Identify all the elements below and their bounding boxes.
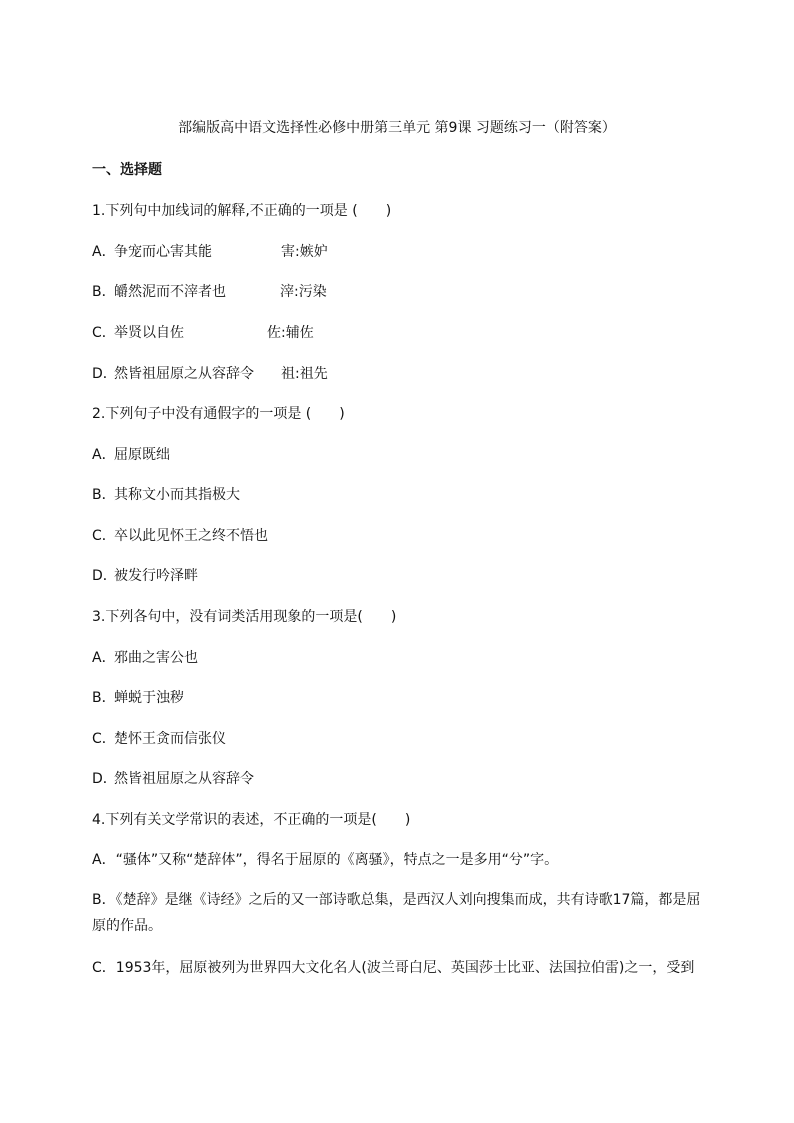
question-2-option-d: D．被发行吟泽畔: [92, 568, 198, 584]
question-3-option-d: D．然皆祖屈原之从容辞令: [92, 771, 254, 787]
question-4-option-c: C．1953年，屈原被列为世界四大文化名人(波兰哥白尼、英国莎士比亚、法国拉伯雷)之一，受到: [92, 960, 695, 976]
question-4-option-a: A．“骚体”又称“楚辞体”，得名于屈原的《离骚》，特点之一是多用“兮”字。: [92, 852, 559, 868]
question-4-stem: 4.下列有关文学常识的表述，不正确的一项是( ): [92, 812, 411, 828]
question-3-stem: 3.下列各句中，没有词类活用现象的一项是( ): [92, 609, 397, 625]
question-3-option-b: B．蝉蜕于浊秽: [92, 690, 184, 706]
question-3-option-a: A．邪曲之害公也: [92, 650, 198, 666]
question-4-option-b: B．《楚辞》是继《诗经》之后的又一部诗歌总集，是西汉人刘向搜集而成，共有诗歌17篇，都是屈原的作品。: [92, 892, 701, 934]
option-gloss: 佐:辅佐: [267, 325, 314, 341]
question-2-option-c: C．卒以此见怀王之终不悟也: [92, 528, 268, 544]
question-2-option-a: A．屈原既绌: [92, 447, 170, 463]
question-3-option-c: C．楚怀王贪而信张仪: [92, 731, 226, 747]
section-heading: 一、选择题: [92, 162, 162, 178]
question-2-stem: 2.下列句子中没有通假字的一项是 ( ): [92, 406, 345, 422]
option-gloss: 害:嫉妒: [281, 244, 328, 260]
question-1-option-d: D．然皆祖屈原之从容辞令 祖:祖先: [92, 366, 328, 382]
question-2-option-b: B．其称文小而其指极大: [92, 487, 240, 503]
question-1-stem: 1.下列句中加线词的解释,不正确的一项是 ( ): [92, 203, 392, 219]
question-1-option-c: C．举贤以自佐 佐:辅佐: [92, 325, 314, 341]
option-gloss: 祖:祖先: [281, 366, 328, 382]
page-title: 部编版高中语文选择性必修中册第三单元 第9课 习题练习一（附答案）: [178, 120, 616, 136]
question-1-option-b: B．皭然泥而不滓者也 滓:污染: [92, 284, 327, 300]
question-1-option-a: A．争宠而心害其能 害:嫉妒: [92, 244, 328, 260]
option-gloss: 滓:污染: [280, 284, 327, 300]
